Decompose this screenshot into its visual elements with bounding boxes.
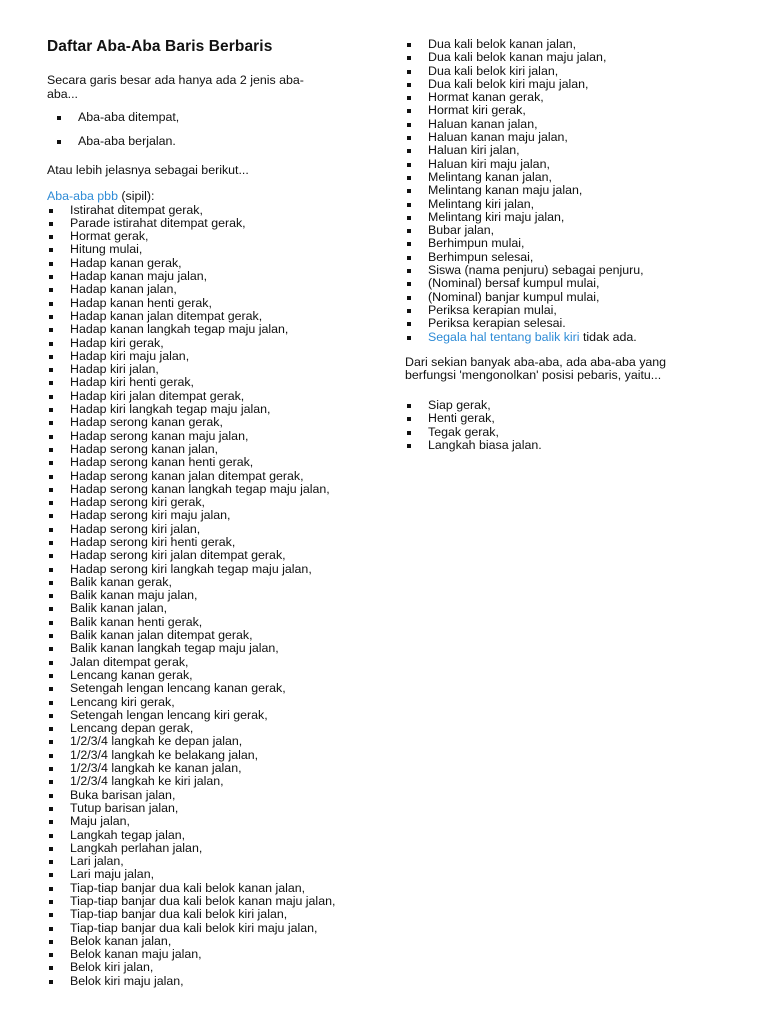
- types-list: [47, 111, 377, 148]
- list-item: Tiap-tiap banjar dua kali belok kanan maju jalan,: [47, 895, 377, 908]
- list-item: Hadap serong kiri gerak,: [47, 496, 377, 509]
- list-item: Hadap kiri maju jalan,: [47, 350, 377, 363]
- list-item: Lencang kiri gerak,: [47, 696, 377, 709]
- list-item: Langkah biasa jalan.: [405, 439, 735, 452]
- list-item: Dua kali belok kanan maju jalan,: [405, 51, 735, 64]
- list-item: Siswa (nama penjuru) sebagai penjuru,: [405, 264, 735, 277]
- list-item: Jalan ditempat gerak,: [47, 656, 377, 669]
- list-item: Hadap kanan jalan,: [47, 283, 377, 296]
- list-item: Hadap kiri gerak,: [47, 337, 377, 350]
- pbb-suffix: (sipil):: [117, 188, 155, 203]
- page-title: Daftar Aba-Aba Baris Berbaris: [47, 38, 273, 55]
- list-item: Hadap serong kiri jalan ditempat gerak,: [47, 549, 377, 562]
- list-item: Periksa kerapian mulai,: [405, 304, 735, 317]
- list-item: Aba-aba berjalan.: [47, 135, 377, 149]
- list-item: Tiap-tiap banjar dua kali belok kiri jalan,: [47, 908, 377, 921]
- list-item: Balik kanan henti gerak,: [47, 616, 377, 629]
- list-item: Aba-aba ditempat,: [47, 111, 377, 125]
- list-item: Siap gerak,: [405, 399, 735, 412]
- list-item: Melintang kanan jalan,: [405, 171, 735, 184]
- list-item: Tiap-tiap banjar dua kali belok kanan jalan,: [47, 882, 377, 895]
- list-item: Haluan kanan jalan,: [405, 118, 735, 131]
- list-item: Hadap kanan langkah tegap maju jalan,: [47, 323, 377, 336]
- list-item: 1/2/3/4 langkah ke depan jalan,: [47, 735, 377, 748]
- list-item: Langkah perlahan jalan,: [47, 842, 377, 855]
- list-item: (Nominal) banjar kumpul mulai,: [405, 291, 735, 304]
- pbb-link[interactable]: Aba-aba pbb: [47, 188, 118, 203]
- pbb-heading: [47, 190, 377, 204]
- list-item: Dua kali belok kiri jalan,: [405, 65, 735, 78]
- list-item: Belok kiri jalan,: [47, 961, 377, 974]
- list-item: Berhimpun mulai,: [405, 237, 735, 250]
- list-item: Belok kiri maju jalan,: [47, 975, 377, 988]
- balik-kiri-link[interactable]: Segala hal tentang balik kiri: [428, 329, 580, 344]
- list-item: Balik kanan maju jalan,: [47, 589, 377, 602]
- list-item: Hormat gerak,: [47, 230, 377, 243]
- left-column: [47, 38, 377, 988]
- list-item: Haluan kiri jalan,: [405, 144, 735, 157]
- list-item: Periksa kerapian selesai.: [405, 317, 735, 330]
- list-item: Hadap serong kanan maju jalan,: [47, 430, 377, 443]
- list-item: Hadap kiri langkah tegap maju jalan,: [47, 403, 377, 416]
- commands-list-right-end: [405, 331, 735, 344]
- list-item: 1/2/3/4 langkah ke kanan jalan,: [47, 762, 377, 775]
- list-item: Belok kanan maju jalan,: [47, 948, 377, 961]
- commands-list-left: [47, 204, 377, 989]
- list-item: [405, 331, 735, 344]
- list-item: Balik kanan gerak,: [47, 576, 377, 589]
- list-item: Hadap serong kanan gerak,: [47, 416, 377, 429]
- list-item: Hadap serong kiri maju jalan,: [47, 509, 377, 522]
- list-item: Hadap kanan maju jalan,: [47, 270, 377, 283]
- list-item: Hadap serong kanan langkah tegap maju jalan,: [47, 483, 377, 496]
- list-item: Tutup barisan jalan,: [47, 802, 377, 815]
- list-item: Parade istirahat ditempat gerak,: [47, 217, 377, 230]
- list-item: Hadap serong kanan henti gerak,: [47, 456, 377, 469]
- list-item: Balik kanan jalan ditempat gerak,: [47, 629, 377, 642]
- list-item: Henti gerak,: [405, 412, 735, 425]
- list-item: Langkah tegap jalan,: [47, 829, 377, 842]
- list-item: Berhimpun selesai,: [405, 251, 735, 264]
- list-item: Hadap kiri henti gerak,: [47, 376, 377, 389]
- list-item: Hadap serong kanan jalan,: [47, 443, 377, 456]
- list-item: Hadap serong kanan jalan ditempat gerak,: [47, 470, 377, 483]
- closing-paragraph: Dari sekian banyak aba-aba, ada aba-aba yang berfungsi 'mengonolkan' posisi pebaris, yaitu...: [405, 354, 667, 383]
- list-item: Hitung mulai,: [47, 243, 377, 256]
- list-item: Hormat kanan gerak,: [405, 91, 735, 104]
- list-item: Tiap-tiap banjar dua kali belok kiri maju jalan,: [47, 922, 377, 935]
- balik-kiri-suffix: tidak ada.: [579, 329, 637, 344]
- list-item: Hadap serong kiri jalan,: [47, 523, 377, 536]
- right-column: [405, 38, 735, 452]
- list-item: Hadap kiri jalan,: [47, 363, 377, 376]
- list-item: Dua kali belok kanan jalan,: [405, 38, 735, 51]
- list-item: 1/2/3/4 langkah ke belakang jalan,: [47, 749, 377, 762]
- list-item: Tegak gerak,: [405, 426, 735, 439]
- list-item: (Nominal) bersaf kumpul mulai,: [405, 277, 735, 290]
- list-item: Belok kanan jalan,: [47, 935, 377, 948]
- commands-list-right: [405, 38, 735, 331]
- list-item: Lari maju jalan,: [47, 868, 377, 881]
- list-item: Melintang kanan maju jalan,: [405, 184, 735, 197]
- lead-paragraph: Atau lebih jelasnya sebagai berikut...: [47, 163, 249, 178]
- list-item: Lari jalan,: [47, 855, 377, 868]
- final-commands-list: [405, 399, 735, 452]
- list-item: Haluan kiri maju jalan,: [405, 158, 735, 171]
- list-item: 1/2/3/4 langkah ke kiri jalan,: [47, 775, 377, 788]
- list-item: Hadap kanan gerak,: [47, 257, 377, 270]
- list-item: Balik kanan jalan,: [47, 602, 377, 615]
- list-item: Maju jalan,: [47, 815, 377, 828]
- list-item: Hadap kanan jalan ditempat gerak,: [47, 310, 377, 323]
- list-item: Setengah lengan lencang kiri gerak,: [47, 709, 377, 722]
- list-item: Istirahat ditempat gerak,: [47, 204, 377, 217]
- intro-paragraph: Secara garis besar ada hanya ada 2 jenis aba-aba...: [47, 73, 304, 101]
- list-item: Melintang kiri maju jalan,: [405, 211, 735, 224]
- list-item: Hadap kiri jalan ditempat gerak,: [47, 390, 377, 403]
- list-item: Lencang kanan gerak,: [47, 669, 377, 682]
- list-item: Hadap serong kiri henti gerak,: [47, 536, 377, 549]
- list-item: Dua kali belok kiri maju jalan,: [405, 78, 735, 91]
- list-item: Haluan kanan maju jalan,: [405, 131, 735, 144]
- list-item: Hadap kanan henti gerak,: [47, 297, 377, 310]
- list-item: Balik kanan langkah tegap maju jalan,: [47, 642, 377, 655]
- list-item: Lencang depan gerak,: [47, 722, 377, 735]
- list-item: Hormat kiri gerak,: [405, 104, 735, 117]
- list-item: Melintang kiri jalan,: [405, 198, 735, 211]
- list-item: Buka barisan jalan,: [47, 789, 377, 802]
- list-item: Bubar jalan,: [405, 224, 735, 237]
- list-item: Hadap serong kiri langkah tegap maju jalan,: [47, 563, 377, 576]
- list-item: Setengah lengan lencang kanan gerak,: [47, 682, 377, 695]
